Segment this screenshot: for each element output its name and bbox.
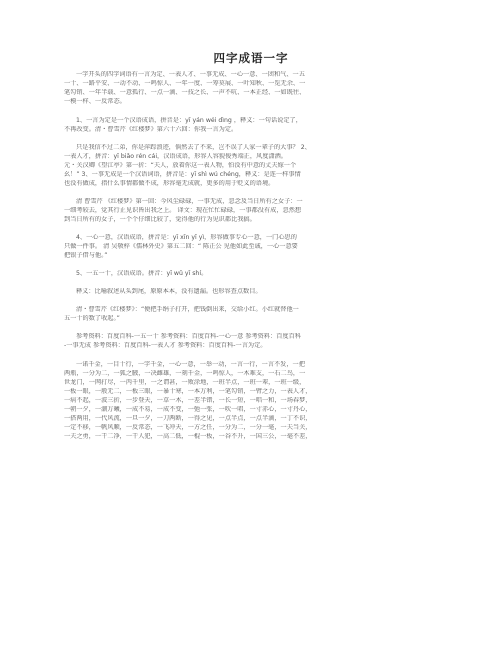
body-line: 1、一言为定是一个汉语成语，拼音是：yī yán wéi dìng ，释义：一句话说定了， — [76, 117, 302, 124]
body-line: 一定不移，一帆风顺，一反常态，一飞冲天，一方之任，一分为二，一分一毫，一夫当关， — [64, 424, 312, 431]
body-line: 把银子借与他。” — [64, 252, 108, 259]
body-line: 只做一件事。 清 吴敬梓《儒林外史》第五二回：“ 陈正公 见他如此至诚，一心一意要 — [64, 243, 298, 250]
body-line: 参考资料：百度百科-一五一十 参考资料：百度百科-一心一意 参考资料：百度百科 — [76, 333, 301, 340]
body-line: 到当日所有的女子，一个个仔细比较了，觉得他的行为见识都比我搞。 — [64, 216, 256, 223]
body-line: 只是我信不过二弟，你是萍踪浪迹，倘然去了不来，岂不误了人家一辈子的大事？ 2、 — [76, 144, 311, 151]
body-line: 一表人才，拼音：yī biǎo rén cái，汉语成语，形容人容貌俊秀端正，风度潇洒。 — [64, 153, 287, 160]
body-line: 幺！” 3、一事无成是一个汉语词语，拼音是：yī shì wú chéng，释义：是连一样事情 — [64, 171, 301, 178]
body-line: 一十、一路平安、一动不动、一鸣惊人、一年一度、一筹莫展、一叶知秋、一览无余、一 — [64, 80, 306, 87]
body-line: 清 曹雪芹 《红楼梦》第一回：今风尘碌碌，一事无成，忽念及当日所有之女子：一 — [76, 198, 303, 205]
body-line: 一细考较去，觉其行止见识皆出我之上。 译文：现在忙忙碌碌，一事都没有成，忽然想 — [64, 207, 302, 214]
body-line: 两瓶，一分为二，一狐之腋，一决雌雄，一刻千金，一鸣惊人，一木难支，一石二鸟，一 — [64, 370, 306, 377]
body-line: 一模一样、一反常态。 — [64, 98, 126, 105]
body-line: 笔勾销、一年半载、一意孤行、一点一滴、一技之长、一声不吭、一本正经、一如既往、 — [64, 89, 306, 96]
body-line: 不再改变。清・曹雪芹《红楼梦》第六十六回：你我一言为定。 — [64, 126, 238, 133]
body-line: 一诺千金，一目十行，一字千金，一心一意，一举一动，一言一行，一言不发，一把 — [76, 361, 305, 368]
body-line: 一病不起，一波三折，一步登天，一草一木，一差半错，一长一短，一唱一和，一场春梦， — [64, 397, 312, 404]
body-line: 5、一五一十，汉语成语。拼音：yī wǔ yī shí。 — [76, 270, 208, 277]
body-line: 清・曹雪芹《红楼梦》：“便把手绢子打开，把钱倒出来，交给小红。小红就替他一 — [76, 306, 299, 313]
body-line: 一板一眼，一般无二，一板三眼，一暴十寒，一本万利，一笔勾销，一臂之力，一表人才， — [64, 388, 312, 395]
body-line: 五一十的数了收起。” — [64, 315, 120, 322]
body-line: 一字开头的四字词语有一言为定、一表人才、一事无成、一心一意、一团和气、一五 — [76, 71, 305, 78]
body-line: 元・关汉卿《望江亭》第一折：“夫人，放着你这一表人物，怕没有中意的丈夫嫁一个 — [64, 162, 297, 169]
body-line: -一事无成 参考资料：百度百科-一表人才 参考资料：百度百科-一言为定。 — [64, 342, 267, 349]
body-line: 一朝一夕，一潮万曦，一成不易，一成不变，一弛一张，一吹一唱，一寸赤心，一寸丹心， — [64, 406, 312, 413]
body-line: 世龙门，一网打尽，一丙千里，一之谓甚，一败涂地，一班半点，一班一辈，一班一级， — [64, 379, 306, 386]
body-line: 4、一心一意，汉语成语，拼音是：yī xīn yī yì，形容做事专心一意，一门心思的 — [76, 234, 297, 241]
body-line: 也没有做成，指什么事情都做不成，形容毫无成就，更多的用于贬义的语境。 — [64, 180, 275, 187]
document-title: 四字成语一字 — [213, 51, 289, 65]
body-line: 一搭两用，一代风流，一旦一夕，一刀两断，一得之见，一点半点，一点半滴，一丁不识， — [64, 415, 312, 422]
body-line: 释义：比喻叙述从头到尾，原原本本，没有遗漏。也形容查点数目。 — [76, 288, 262, 295]
body-line: 一夫之勇，一干二净，一干人犯，一高二低，一棍一板，一谷不升，一国三公，一毫不差， — [64, 433, 312, 440]
